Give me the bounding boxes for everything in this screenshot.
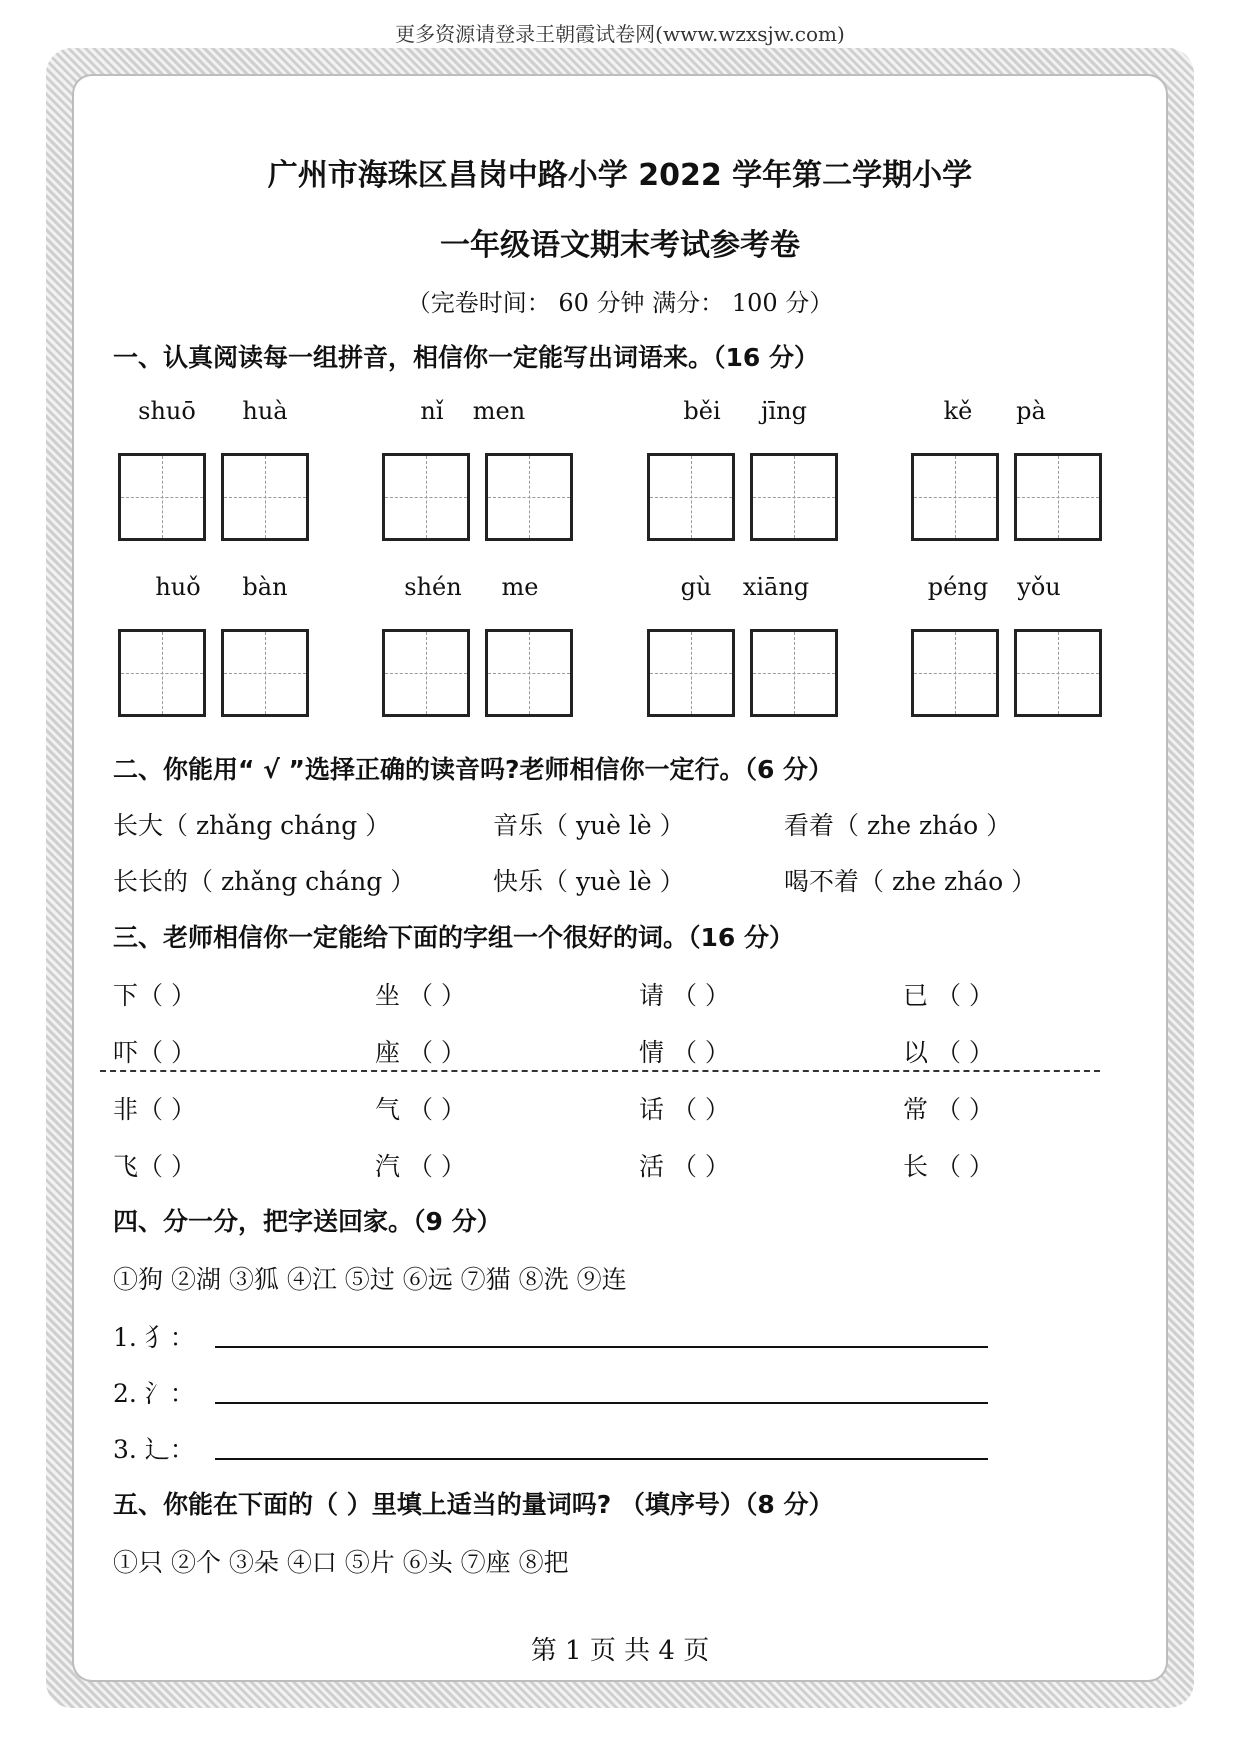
section4-heading: 四、分一分，把字送回家。（9 分）	[113, 1207, 502, 1236]
exam-title-line2: 一年级语文期末考试参考卷	[440, 228, 800, 263]
pinyin-label: huà	[242, 397, 288, 425]
answer-line[interactable]	[215, 1458, 988, 1460]
exam-title-line1: 广州市海珠区昌岗中路小学 2022 学年第二学期小学	[267, 158, 973, 193]
answer-line[interactable]	[215, 1402, 988, 1404]
writing-grid-cell[interactable]	[647, 629, 735, 717]
pronunciation-item[interactable]: 快乐（ yuè lè ）	[493, 867, 685, 896]
pinyin-label: huǒ	[155, 573, 201, 601]
writing-grid-cell[interactable]	[221, 453, 309, 541]
word-group-item[interactable]: 请 （ ）	[639, 981, 730, 1010]
pinyin-label: gù	[680, 573, 712, 601]
writing-grid-cell[interactable]	[750, 629, 838, 717]
pronunciation-item[interactable]: 长长的（ zhǎng cháng ）	[113, 867, 416, 896]
measure-word-options: ①只 ②个 ③朵 ④口 ⑤片 ⑥头 ⑦座 ⑧把	[113, 1548, 569, 1577]
pinyin-label: me	[501, 573, 539, 601]
word-group-item[interactable]: 话 （ ）	[639, 1095, 730, 1124]
writing-grid-cell[interactable]	[118, 629, 206, 717]
writing-grid-cell[interactable]	[382, 629, 470, 717]
writing-grid-cell[interactable]	[1014, 453, 1102, 541]
word-group-item[interactable]: 非（ ）	[113, 1095, 196, 1124]
character-options: ①狗 ②湖 ③狐 ④江 ⑤过 ⑥远 ⑦猫 ⑧洗 ⑨连	[113, 1265, 627, 1294]
pinyin-label: jīng	[761, 397, 807, 425]
pinyin-label: péng	[927, 573, 989, 601]
page-number: 第 1 页 共 4 页	[530, 1636, 710, 1666]
pinyin-label: men	[472, 397, 526, 425]
writing-grid-cell[interactable]	[911, 453, 999, 541]
word-group-item[interactable]: 以 （ ）	[903, 1038, 994, 1067]
writing-grid-cell[interactable]	[911, 629, 999, 717]
word-group-item[interactable]: 长 （ ）	[903, 1152, 994, 1181]
word-group-item[interactable]: 下（ ）	[113, 981, 196, 1010]
word-group-item[interactable]: 气 （ ）	[375, 1095, 466, 1124]
pinyin-label: xiāng	[742, 573, 810, 601]
writing-grid-cell[interactable]	[647, 453, 735, 541]
writing-grid-cell[interactable]	[1014, 629, 1102, 717]
pinyin-label: běi	[683, 397, 721, 425]
answer-line[interactable]	[215, 1346, 988, 1348]
writing-grid-cell[interactable]	[221, 629, 309, 717]
word-group-item[interactable]: 已 （ ）	[903, 981, 994, 1010]
writing-grid-cell[interactable]	[118, 453, 206, 541]
pinyin-label: kě	[943, 397, 973, 425]
word-group-item[interactable]: 情 （ ）	[639, 1038, 730, 1067]
writing-grid-cell[interactable]	[382, 453, 470, 541]
writing-grid-cell[interactable]	[750, 453, 838, 541]
section2-heading: 二、你能用“ √ ”选择正确的读音吗?老师相信你一定行。（6 分）	[113, 755, 834, 784]
word-group-item[interactable]: 活 （ ）	[639, 1152, 730, 1181]
writing-grid-cell[interactable]	[485, 453, 573, 541]
pinyin-label: shuō	[138, 397, 196, 425]
pronunciation-item[interactable]: 看着（ zhe zháo ）	[784, 811, 1012, 840]
pinyin-label: nǐ	[420, 397, 444, 425]
pronunciation-item[interactable]: 音乐（ yuè lè ）	[493, 811, 685, 840]
section3-heading: 三、老师相信你一定能给下面的字组一个很好的词。（16 分）	[113, 923, 794, 952]
word-group-item[interactable]: 座 （ ）	[375, 1038, 466, 1067]
pinyin-label: bàn	[242, 573, 288, 601]
exam-meta: （完卷时间： 60 分钟 满分： 100 分）	[406, 289, 834, 317]
word-group-item[interactable]: 常 （ ）	[903, 1095, 994, 1124]
word-group-item[interactable]: 吓（ ）	[113, 1038, 196, 1067]
dashed-cut-line	[100, 1070, 1100, 1072]
radical-label: 1. 犭：	[113, 1323, 195, 1352]
pinyin-label: pà	[1016, 397, 1046, 425]
word-group-item[interactable]: 汽 （ ）	[375, 1152, 466, 1181]
radical-label: 2. 氵：	[113, 1379, 195, 1408]
word-group-item[interactable]: 坐 （ ）	[375, 981, 466, 1010]
section5-heading: 五、你能在下面的（ ）里填上适当的量词吗? （填序号）（8 分）	[113, 1490, 834, 1519]
section1-heading: 一、认真阅读每一组拼音，相信你一定能写出词语来。（16 分）	[113, 343, 819, 372]
pinyin-label: shén	[404, 573, 462, 601]
pronunciation-item[interactable]: 长大（ zhǎng cháng ）	[113, 811, 391, 840]
pinyin-label: yǒu	[1017, 573, 1061, 601]
site-note: 更多资源请登录王朝霞试卷网(www.wzxsjw.com)	[395, 22, 845, 46]
pronunciation-item[interactable]: 喝不着（ zhe zháo ）	[784, 867, 1037, 896]
radical-label: 3. 辶：	[113, 1435, 195, 1464]
word-group-item[interactable]: 飞（ ）	[113, 1152, 196, 1181]
writing-grid-cell[interactable]	[485, 629, 573, 717]
